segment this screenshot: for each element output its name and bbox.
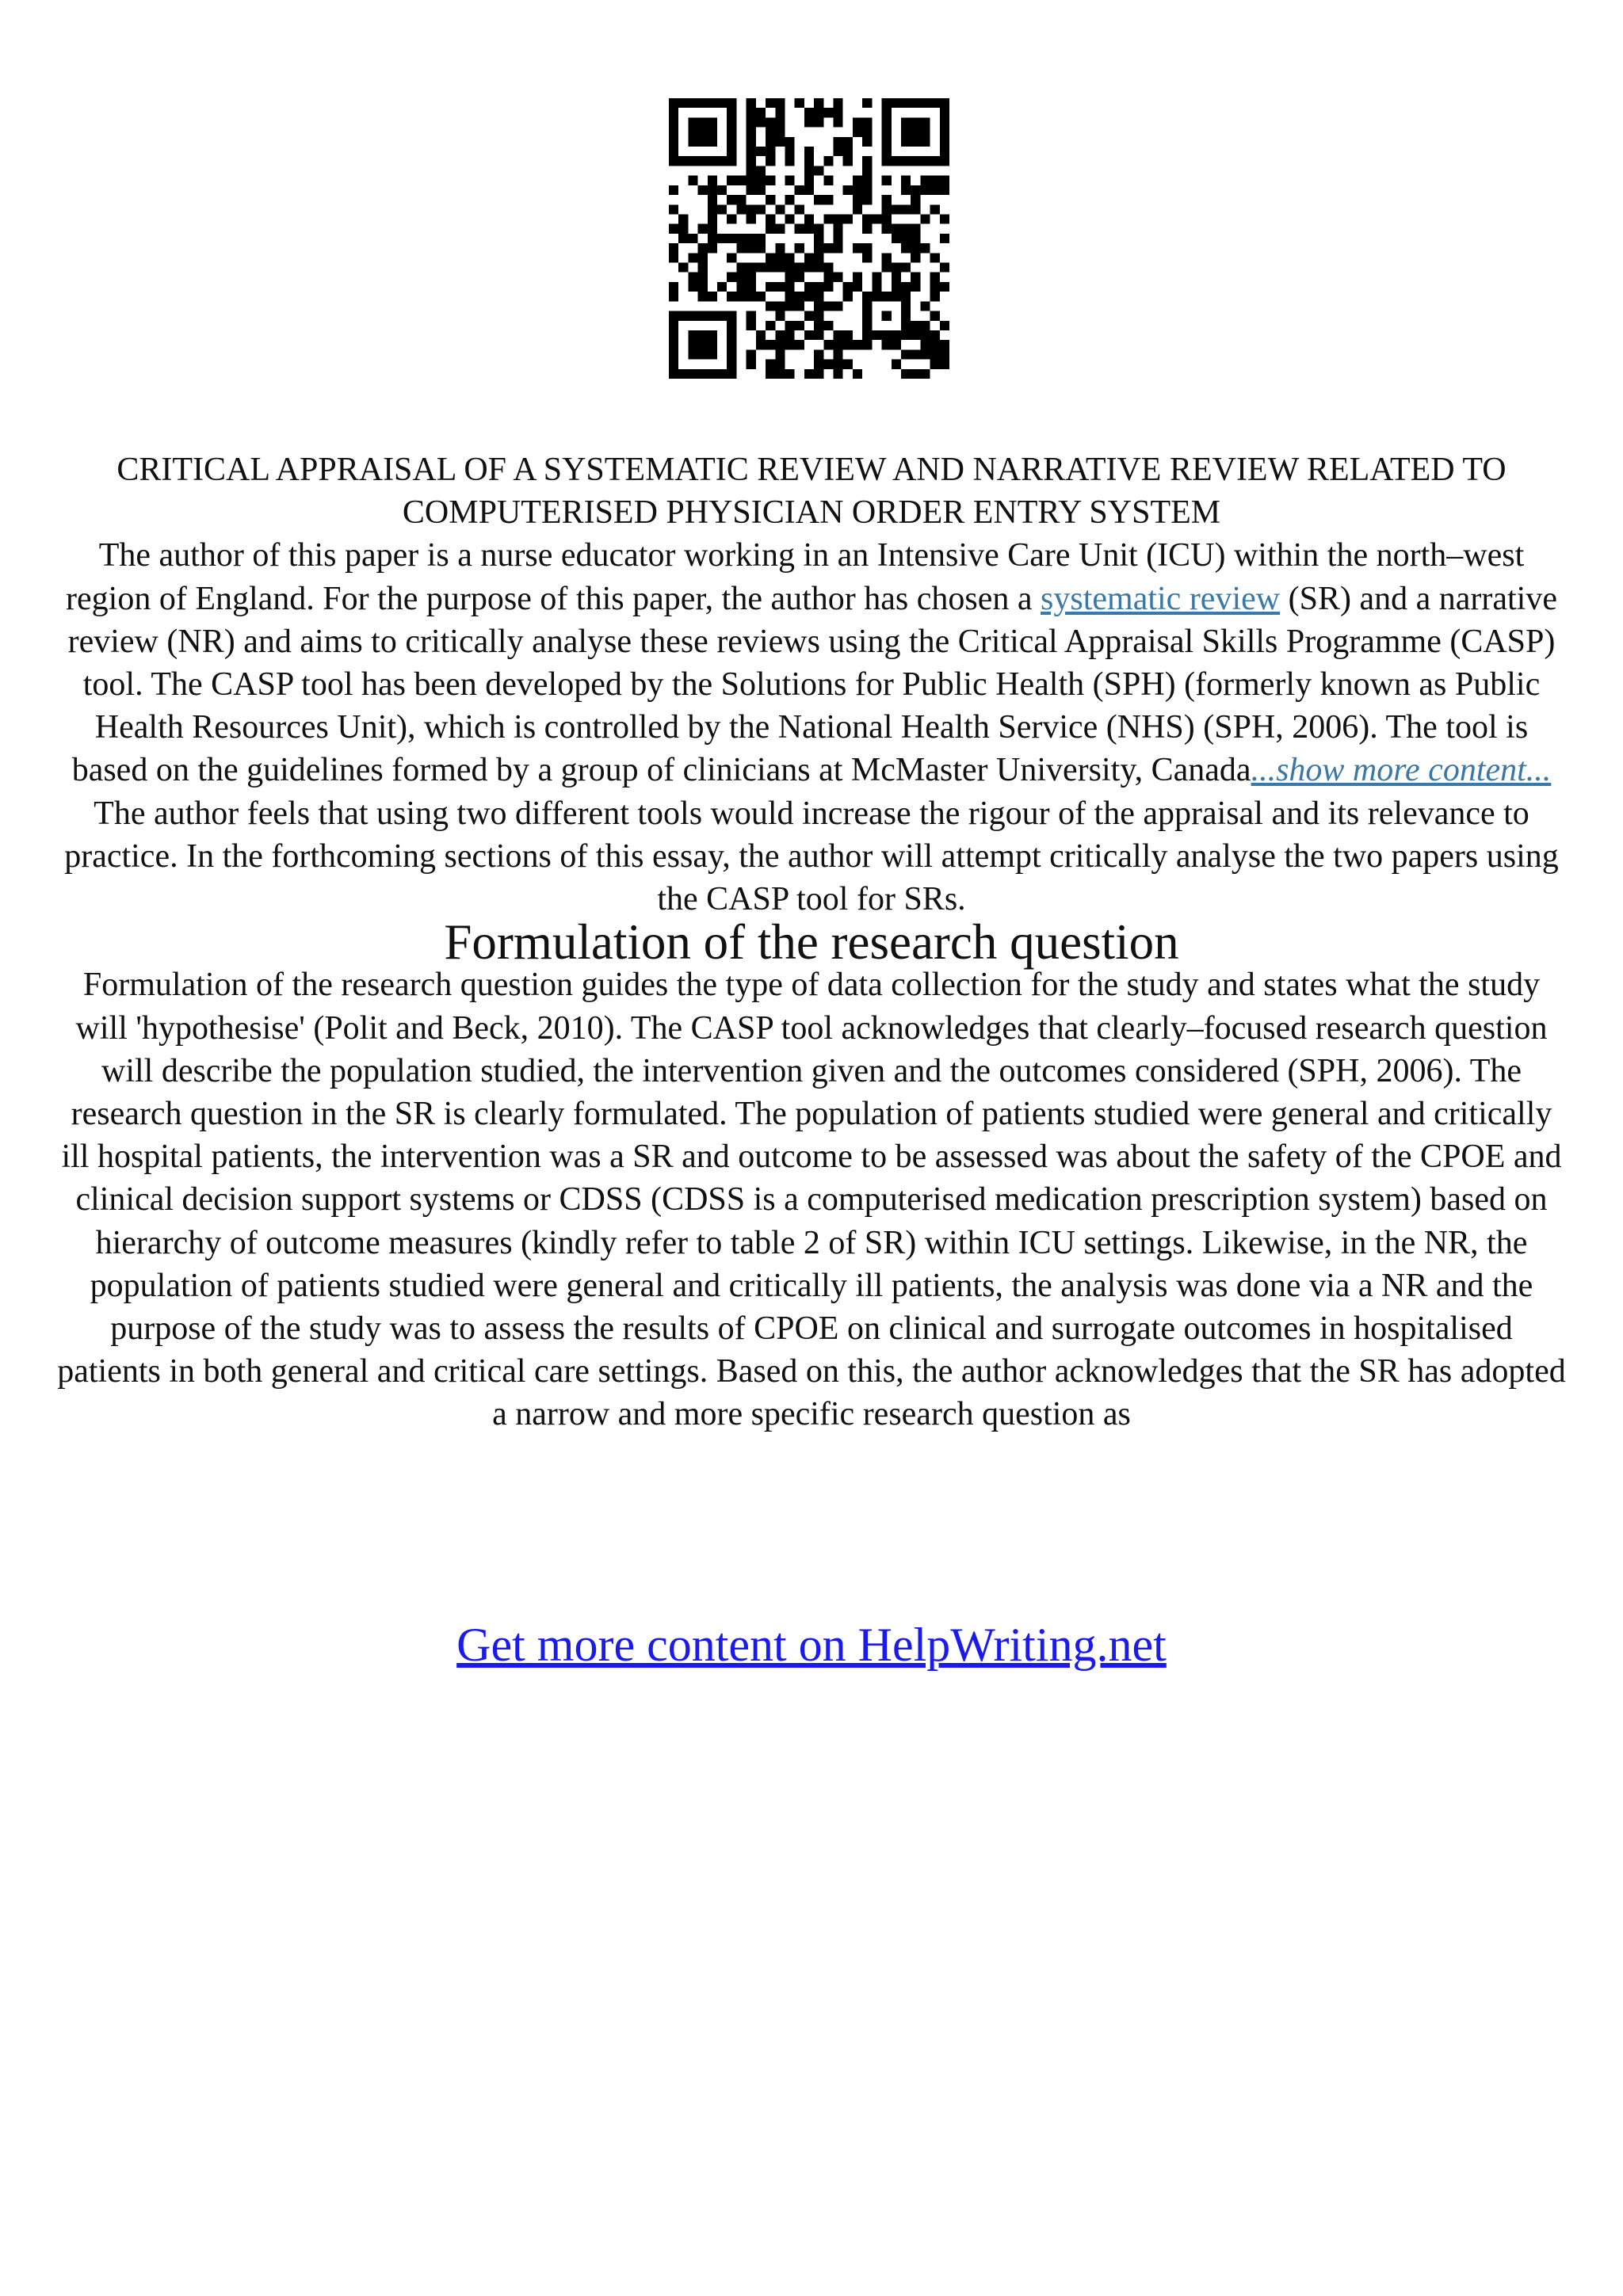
intro-text-before-link: The author of this paper is a nurse educator working in an Intensive Care Unit (ICU) within the north–west region of England. For the purpose of this paper, the author has chosen a [66,537,1525,617]
third-paragraph: Formulation of the research question guides the type of data collection for the study and states what the study will 'hypothesise' (Polit and Beck, 2010). The CASP tool acknowledges that clearly–focused research question will describe the population studied, the intervention given and the outcomes considered (SPH, 2006). The research question in the SR is clearly formulated. The population of patients studied were general and critically ill hospital patients, the intervention was a SR and outcome to be assessed was about the safety of the CPOE and clinical decision support systems or CDSS (CDSS is a computerised medication prescription system) based on hierarchy of outcome measures (kindly refer to table 2 of SR) within ICU settings. Likewise, in the NR, the population of patients studied were general and critically ill patients, the analysis was done via a NR and the purpose of the study was to assess the results of CPOE on clinical and surrogate outcomes in hospitalised patients in both general and critical care settings. Based on this, the author acknowledges that the SR has adopted a narrow and more specific research question as [57,967,1566,1433]
intro-paragraph [57,534,1566,791]
get-more-content-link[interactable]: Get more content on HelpWriting.net [456,1619,1167,1671]
document-title: CRITICAL APPRAISAL OF A SYSTEMATIC REVIEW AND NARRATIVE REVIEW RELATED TO COMPUTERISED PHYSICIAN ORDER ENTRY SYSTEM [116,452,1507,532]
second-paragraph: The author feels that using two different tools would increase the rigour of the appraisal and its relevance to practice. In the forthcoming sections of this essay, the author will attempt critically analyse the two papers using the CASP tool for SRs. [64,795,1559,918]
intro-text-after-link: (SR) and a narrative review (NR) and aims to critically analyse these reviews using the Critical Appraisal Skills Programme (CASP) tool. The CASP tool has been developed by the Solutions for Public Health (SPH) (formerly known as Public Health Resources Unit), which is controlled by the National Health Service (NHS) (SPH, 2006). The tool is based on the guidelines formed by a group of clinicians at McMaster University, Canada [67,580,1557,789]
show-more-link[interactable]: ...show more content... [1251,752,1552,789]
document-body [57,448,1566,1436]
cta-container [0,1616,1623,1673]
section-heading: Formulation of the research question [444,914,1179,971]
qr-code-icon [669,98,949,379]
systematic-review-link[interactable]: systematic review [1041,580,1281,617]
